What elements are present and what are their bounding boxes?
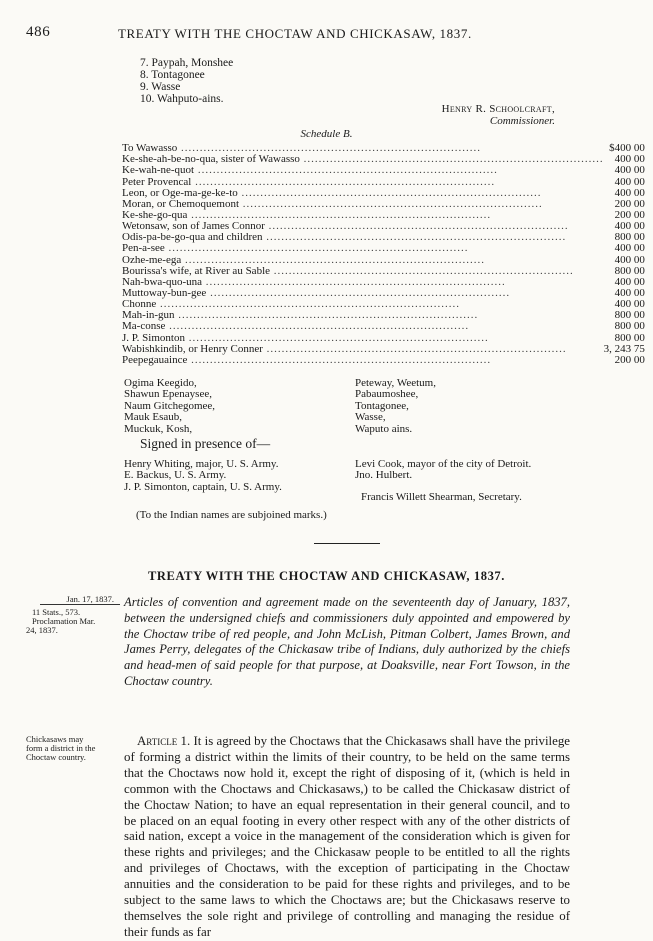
leader-dots: ................................................................................ [264, 220, 569, 233]
witness-name: Henry Whiting, major, U. S. Army. [124, 458, 279, 470]
schedule-row [122, 165, 645, 176]
margin-line: 11 Stats., 573. [32, 607, 81, 617]
schedule-row [122, 288, 645, 299]
payee-amount: 400 00 [614, 298, 645, 311]
schedule-row [122, 266, 645, 277]
payee-amount: 400 00 [614, 153, 645, 166]
payee-name [122, 210, 604, 221]
payee-name-text: Mah-in-gun [122, 310, 175, 322]
payee-amount: 200 00 [614, 197, 645, 210]
payee-name [122, 344, 604, 355]
marks-note: (To the Indian names are subjoined marks.) [136, 509, 327, 521]
payee-name-text: Leon, or Oge-ma-ge-ke-to [122, 187, 238, 199]
signer-name: Pabaumoshee, [355, 388, 419, 401]
payee-name-text: Bourissa's wife, at River au Sable [122, 265, 271, 277]
payee-name [122, 165, 604, 176]
leader-dots: ................................................................................ [262, 232, 567, 244]
leader-dots: ................................................................................ [177, 143, 482, 155]
margin-date: Jan. 17, 1837. [40, 594, 120, 605]
schedule-row [122, 310, 645, 321]
signer-name: Muckuk, Kosh, [124, 422, 193, 435]
payee-name [122, 355, 604, 366]
signer-name: Tontagonee, [355, 399, 409, 412]
payee-name-text: To Wawasso [122, 143, 178, 155]
article-text: It is agreed by the Choctaws that the Chickasaws shall have the privilege of forming a district within the limits of their country, to be held on the same terms that the Choctaws now hold it, except the right of disposing of it, (which is held in common with the Choctaws and Chickasaws,) to be called the Chickasaw district of the Choctaw Nation; to have an equal representation in their general council, and to be placed on an equal footing in every other respect with any of the other districts of said nation, except a voice in the management of the consideration which is given for these rights and privileges; and the Chickasaw people to be entitled to all the rights and privileges of Choctaws, with the exception of participating in the Choctaw annuities and the consideration to be paid for these rights and privileges, and to be subject to the same laws to which the Choctaws are; but the Chickasaws reserve to themselves the sole right and privilege of controlling and managing the residue of their funds as far [124, 734, 570, 939]
secretary-signature: Francis Willett Shearman, Secretary. [361, 491, 522, 503]
payee-name [122, 310, 604, 321]
leader-dots: ................................................................................ [194, 165, 498, 177]
continued-signer-list [140, 57, 233, 105]
margin-statute-note [26, 608, 95, 635]
payee-amount: $400 00 [609, 142, 645, 155]
leader-dots: ................................................................................ [206, 287, 511, 299]
commissioner-name: Henry R. Schoolcraft, [441, 103, 555, 115]
payee-name-text: J. P. Simonton [122, 332, 185, 344]
commissioner-title: Commissioner. [489, 115, 555, 127]
list-item: 9. Wasse [140, 81, 181, 93]
signer-name: Peteway, Weetum, [355, 377, 436, 389]
witness-name: Levi Cook, mayor of the city of Detroit. [355, 458, 532, 470]
witness-name: Jno. Hulbert. [355, 469, 413, 482]
payee-name [122, 199, 604, 210]
schedule-row [122, 188, 645, 199]
payee-name [122, 154, 604, 165]
leader-dots: ................................................................................ [164, 243, 469, 255]
payee-name-text: Pen-a-see [122, 243, 165, 255]
payee-amount: 200 00 [614, 353, 645, 366]
payee-amount: 200 00 [614, 208, 645, 221]
margin-article-note [26, 735, 95, 762]
payee-name-text: Nah-bwa-quo-una [122, 276, 203, 288]
payee-name-text: Wabishkindib, or Henry Conner [122, 343, 263, 355]
payee-name-text: Ma-conse [122, 321, 166, 333]
payee-name-text: Peter Provencal [122, 176, 192, 188]
signer-name: Wasse, [355, 411, 386, 424]
schedule-row [122, 243, 645, 254]
schedule-row [122, 210, 645, 221]
schedule-row [122, 299, 645, 310]
payee-amount: 400 00 [614, 175, 645, 188]
schedule-heading [0, 128, 653, 140]
payee-name [122, 277, 604, 288]
leader-dots: ................................................................................ [191, 176, 496, 188]
payee-amount: 400 00 [614, 253, 645, 266]
schedule-table [122, 143, 645, 366]
payee-name-text: Ke-wah-ne-quot [122, 165, 195, 177]
payee-name [122, 332, 604, 343]
payee-amount: 400 00 [614, 242, 645, 255]
payee-name-text: Odis-pa-be-go-qua and children [122, 232, 263, 244]
signer-name: Ogima Keegido, [124, 377, 197, 389]
margin-line: Proclamation Mar. [32, 616, 96, 626]
schedule-row [122, 176, 645, 187]
leader-dots: ................................................................................ [262, 343, 567, 355]
list-item: 8. Tontagonee [140, 69, 205, 81]
list-item: 7. Paypah, Monshee [140, 57, 234, 69]
list-item: 10. Wahputo-ains. [140, 93, 224, 105]
payee-amount: 800 00 [614, 320, 645, 333]
section-divider [314, 543, 380, 544]
margin-line: Choctaw country. [26, 752, 86, 762]
payee-amount: 400 00 [614, 286, 645, 299]
payee-name-text: Muttoway-bun-gee [122, 287, 207, 299]
payee-name [122, 232, 604, 243]
schedule-letter: B. [342, 128, 353, 140]
payee-name [122, 221, 604, 232]
payee-amount: 400 00 [614, 275, 645, 288]
signed-in-presence-heading: Signed in presence of— [140, 436, 271, 451]
leader-dots: ................................................................................ [237, 187, 542, 199]
payee-amount: 400 00 [614, 220, 645, 233]
leader-dots: ................................................................................ [239, 198, 543, 210]
signer-name: Naum Gitchegomee, [124, 399, 216, 412]
article-label: Article 1. [137, 734, 191, 748]
page-number: 486 [26, 24, 51, 40]
leader-dots: ................................................................................ [299, 154, 604, 166]
payee-name [122, 254, 604, 265]
payee-name [122, 321, 604, 332]
leader-dots: ................................................................................ [156, 298, 460, 311]
treaty-title: TREATY WITH THE CHOCTAW AND CHICKASAW, 1837. [147, 569, 506, 583]
payee-amount: 800 00 [614, 309, 645, 322]
leader-dots: ................................................................................ [187, 354, 492, 366]
payee-name-text: Ke-she-ah-be-no-qua, sister of Wawasso [122, 154, 300, 166]
witnesses-right-column [355, 459, 531, 482]
payee-name-text: Ozhe-me-ega [122, 254, 182, 266]
leader-dots: ................................................................................ [165, 321, 470, 333]
witness-name: J. P. Simonton, captain, U. S. Army. [124, 480, 282, 493]
margin-line: 24, 1837. [26, 625, 58, 635]
payee-amount: 400 00 [614, 186, 645, 199]
signer-name: Waputo ains. [355, 422, 413, 435]
schedule-row [122, 221, 645, 232]
schedule-row [122, 332, 645, 343]
schedule-row [122, 355, 645, 366]
signer-name: Shawun Epenaysee, [124, 388, 212, 401]
signers-left-column [124, 378, 215, 435]
payee-amount: 800 00 [614, 264, 645, 277]
leader-dots: ................................................................................ [187, 209, 492, 221]
article-one-paragraph [124, 734, 570, 941]
payee-name-text: Wetonsaw, son of James Connor [122, 220, 265, 233]
schedule-row [122, 254, 645, 265]
schedule-row [122, 321, 645, 332]
payee-name [122, 188, 604, 199]
schedule-row [122, 143, 645, 154]
schedule-row [122, 199, 645, 210]
leader-dots: ................................................................................ [270, 265, 574, 277]
payee-amount: 800 00 [614, 231, 645, 244]
schedule-row [122, 154, 645, 165]
payee-name [122, 299, 604, 310]
payee-name [122, 143, 604, 154]
payee-name-text: Chonne [122, 298, 157, 311]
signer-name: Mauk Esaub, [124, 411, 183, 424]
payee-name [122, 176, 604, 187]
payee-amount: 400 00 [614, 164, 645, 177]
payee-amount: 3, 243 75 [603, 342, 645, 355]
leader-dots: ................................................................................ [174, 310, 479, 322]
payee-amount: 800 00 [614, 331, 645, 344]
payee-name-text: Ke-she-go-qua [122, 209, 188, 221]
payee-name [122, 266, 604, 277]
margin-line: form a district in the [26, 743, 96, 753]
payee-name [122, 243, 604, 254]
leader-dots: ................................................................................ [184, 332, 489, 344]
margin-line: Chickasaws may [26, 734, 84, 744]
schedule-label: Schedule [300, 128, 341, 140]
schedule-row [122, 277, 645, 288]
signers-right-column [355, 378, 436, 435]
witnesses-left-column [124, 459, 282, 493]
leader-dots: ................................................................................ [202, 276, 506, 288]
treaty-preamble: Articles of convention and agreement made on the seventeenth day of January, 1837, between the undersigned chiefs and commissioners duly appointed and empowered by the Choctaw tribe of red people, and John McLish, Pitman Colbert, James Brown, and James Perry, delegates of the Chickasaw tribe of Indians, duly authorized by the chiefs and head-men of said people for that purpose, at Doaksville, near Fort Towson, in the Choctaw country. [124, 595, 570, 688]
running-title: TREATY WITH THE CHOCTAW AND CHICKASAW, 1837. [118, 26, 472, 41]
witness-name: E. Backus, U. S. Army. [124, 469, 227, 482]
payee-name [122, 288, 604, 299]
schedule-row [122, 232, 645, 243]
payee-name-text: Peepegauaince [122, 354, 188, 366]
schedule-row [122, 344, 645, 355]
leader-dots: ................................................................................ [181, 254, 485, 266]
payee-name-text: Moran, or Chemoquemont [122, 198, 240, 210]
